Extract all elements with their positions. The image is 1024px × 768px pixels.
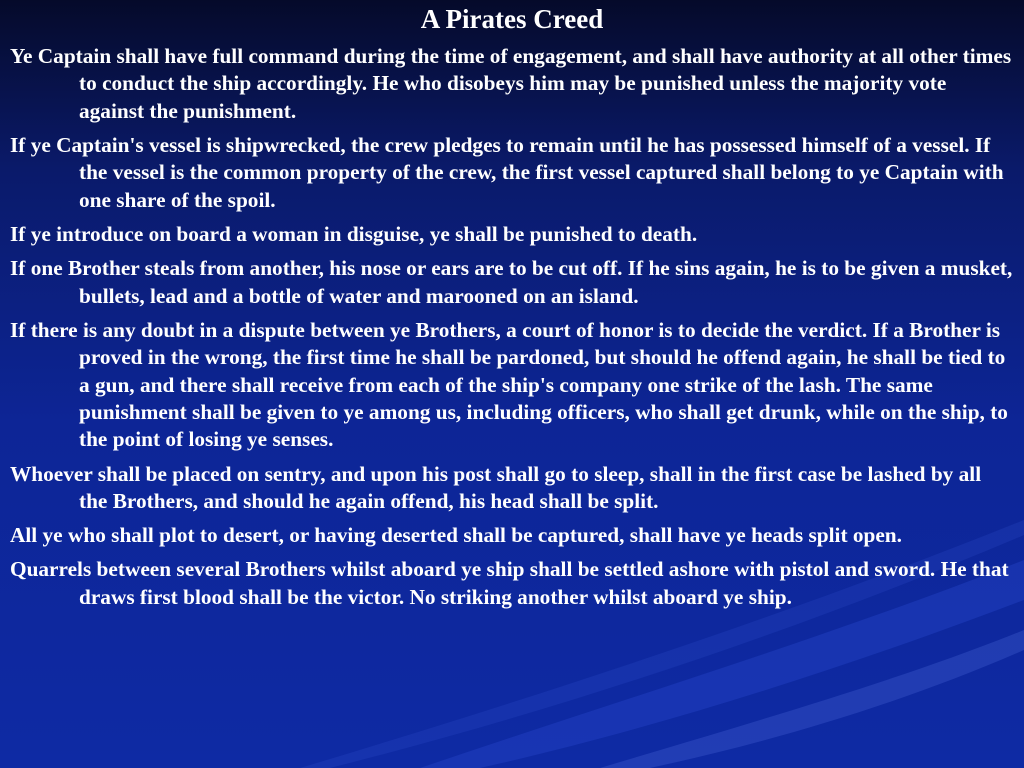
creed-rule: Whoever shall be placed on sentry, and upon his post shall go to sleep, shall in the first case be lashed by all the Brothers, and should he again offend, his head shall be split.	[10, 461, 982, 514]
creed-rule: If ye introduce on board a woman in disguise, ye shall be punished to death.	[10, 222, 698, 247]
slide-title: A Pirates Creed	[420, 4, 604, 34]
creed-rule: If ye Captain's vessel is shipwrecked, the crew pledges to remain until he has possessed himself of a vessel. If the vessel is the common property of the crew, the first vessel captured shall belong to ye Captain with one share of the spoil.	[10, 133, 1004, 212]
creed-rule: If one Brother steals from another, his nose or ears are to be cut off. If he sins again, he is to be given a musket, bullets, lead and a bottle of water and marooned on an island.	[10, 256, 1013, 308]
creed-rule: All ye who shall plot to desert, or having deserted shall be captured, shall have ye heads split open.	[10, 523, 902, 548]
creed-rule: Quarrels between several Brothers whilst aboard ye ship shall be settled ashore with pistol and sword. He that draws first blood shall be the victor. No striking another whilst aboard ye ship.	[10, 557, 1009, 609]
creed-rule: Ye Captain shall have full command during the time of engagement, and shall have authority at all other times to conduct the ship accordingly. He who disobeys him may be punished unless the majority vote against the punishment.	[10, 44, 1012, 123]
creed-rule: If there is any doubt in a dispute between ye Brothers, a court of honor is to decide the verdict. If a Brother is proved in the wrong, the first time he shall be pardoned, but should he offend again, he shall be tied to a gun, and there shall receive from each of the ship's company one strike of the lash. The same punishment shall be given to ye among us, including officers, who shall get drunk, while on the ship, to the point of losing ye senses.	[10, 317, 1008, 452]
creed-rules-list	[10, 43, 1014, 618]
